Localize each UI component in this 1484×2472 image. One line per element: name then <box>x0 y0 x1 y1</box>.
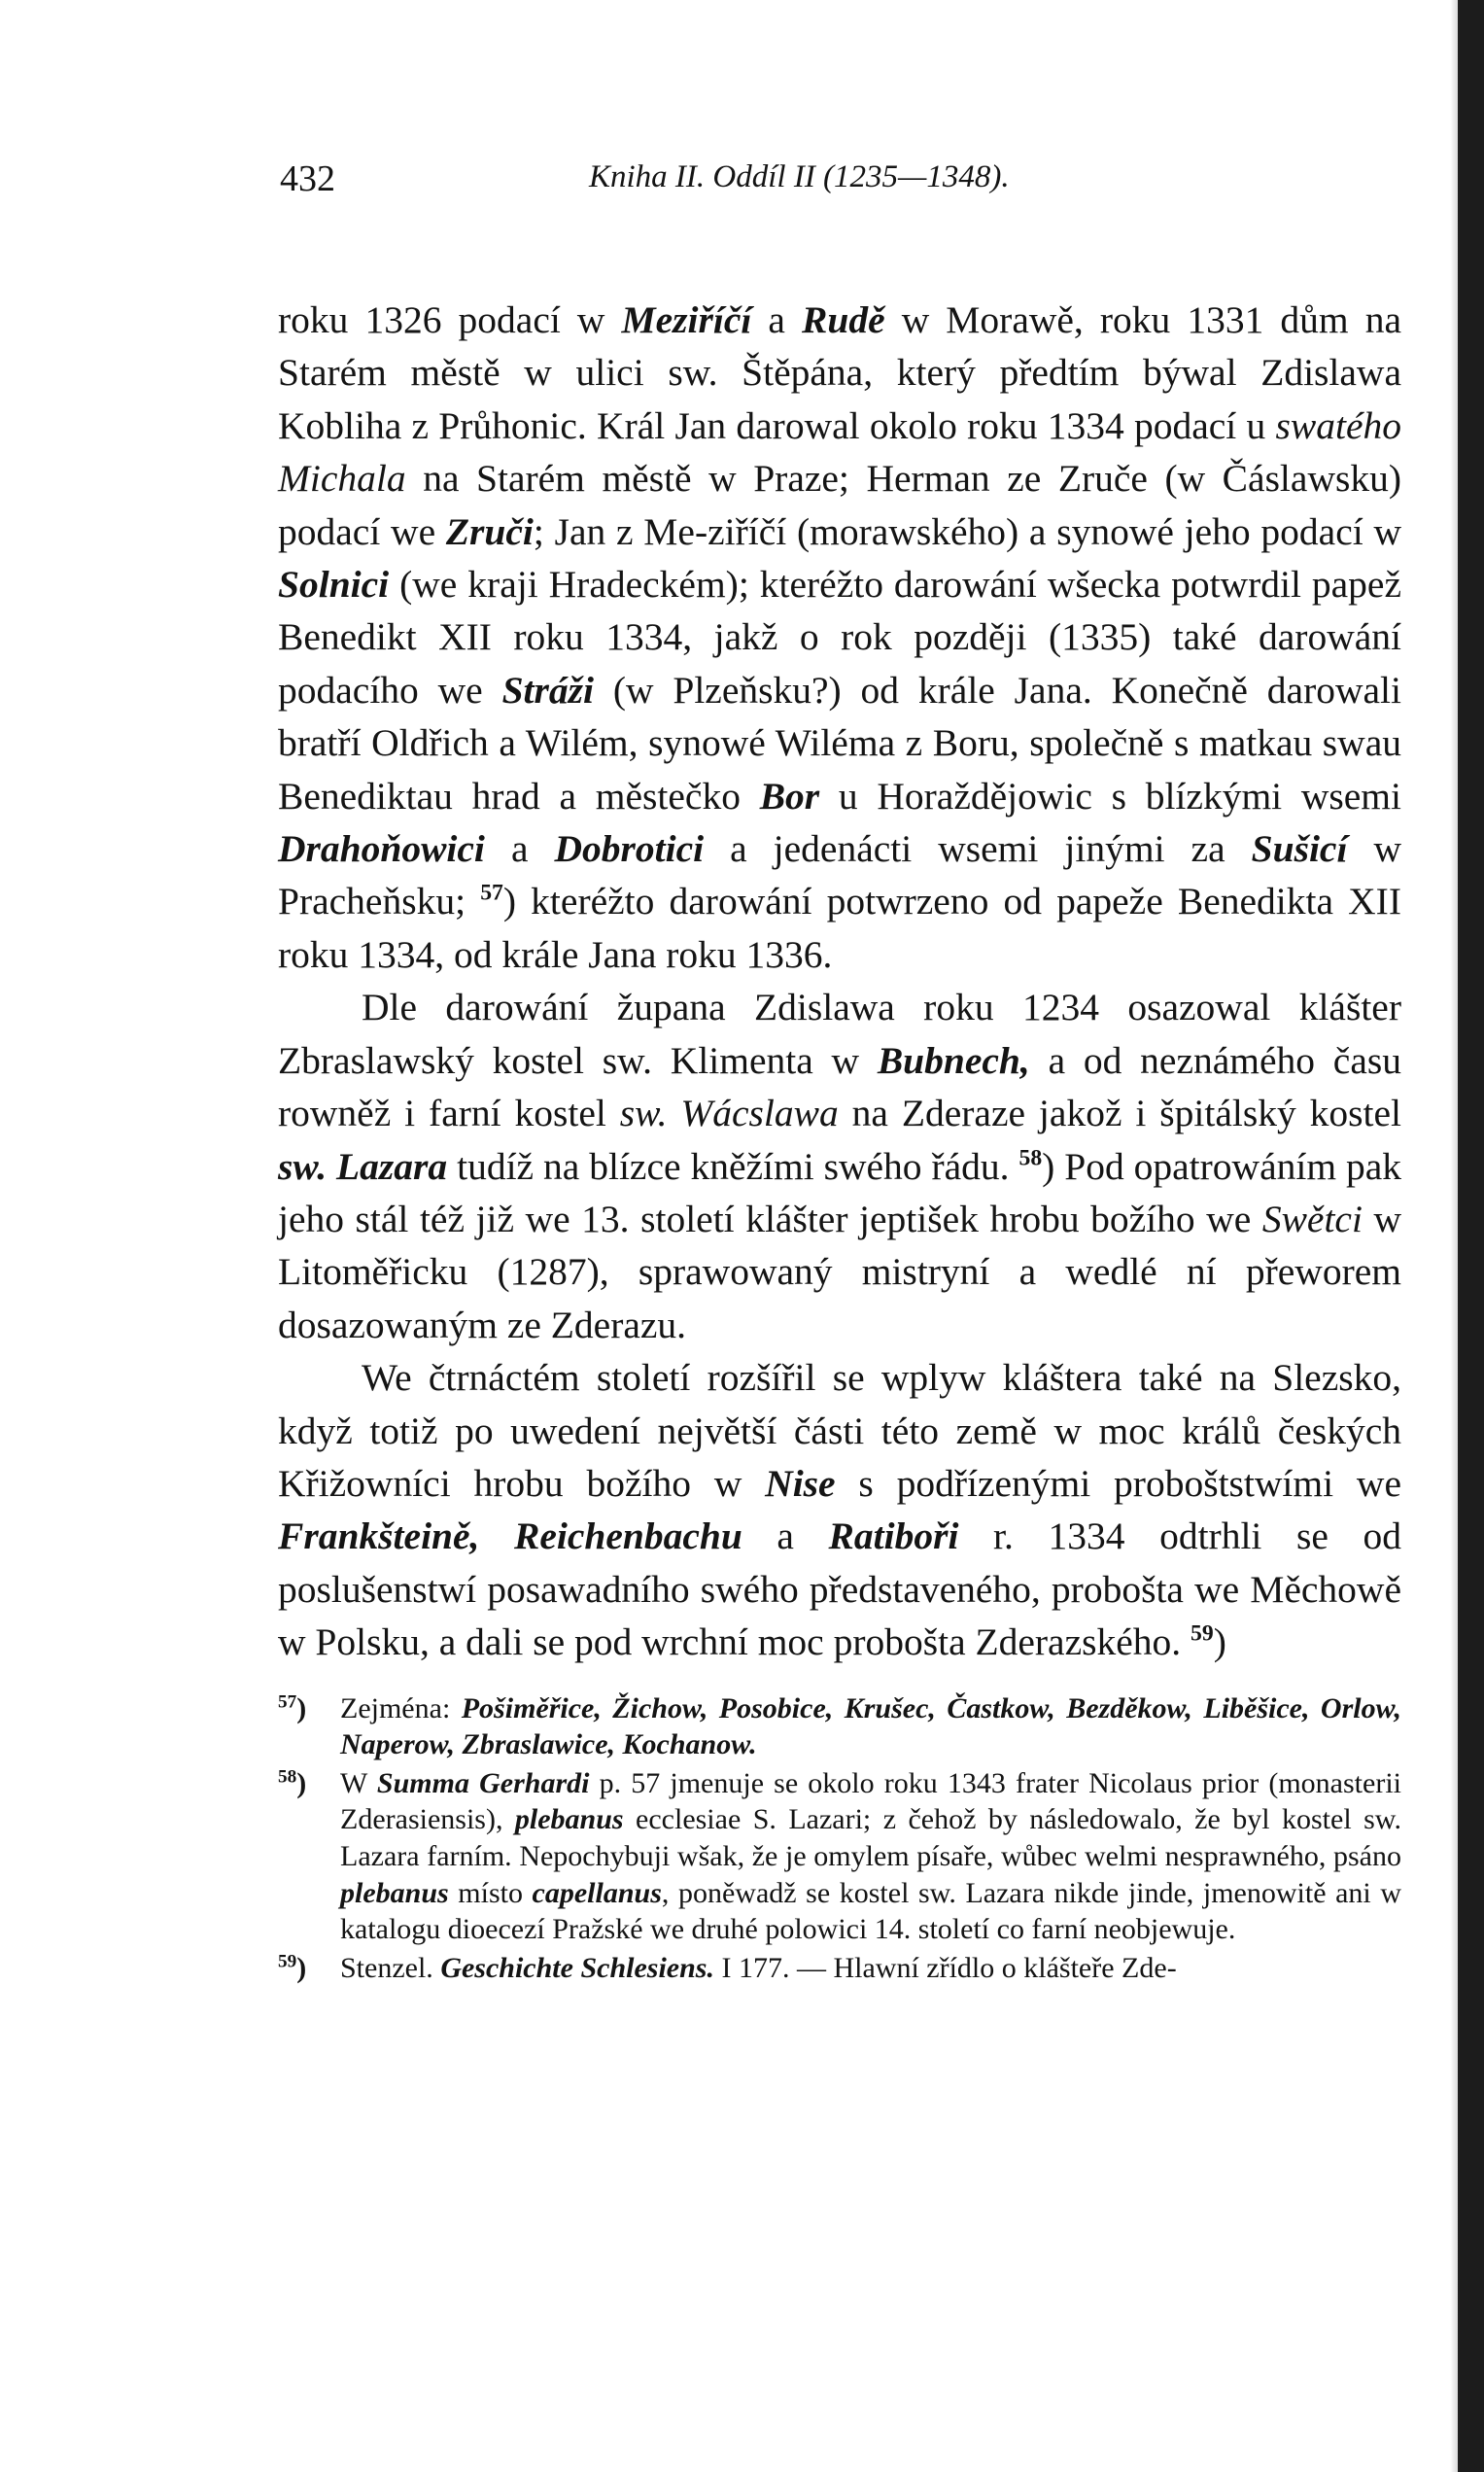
term: plebanus <box>514 1803 624 1836</box>
text: W <box>340 1766 377 1799</box>
text: Zejména: <box>340 1691 462 1724</box>
text: místo <box>448 1876 533 1909</box>
text: ecclesiae S. Lazari; z čehož by následowalo, že byl kostel sw. Lazara farním. Nepochybuji wšak, že je omylem písaře, wůbec welmi nesprawného, psáno <box>340 1803 1401 1872</box>
place-name: Solnici <box>278 563 390 607</box>
page-header <box>278 146 1401 216</box>
place-name: Zruči <box>445 509 534 553</box>
text: , poněwadž se kostel sw. Lazara nikde jinde, jmenowitě ani w katalogu dioecezí Pražské we druhé polowici 14. století co farní neobjewuje. <box>340 1876 1401 1946</box>
source-title: Geschichte Schlesiens. <box>440 1951 714 1984</box>
page-number: 432 <box>280 158 335 199</box>
place-name: Nise <box>765 1461 836 1505</box>
term: capellanus <box>532 1876 662 1909</box>
place-name: Dobrotici <box>554 827 705 871</box>
book-page <box>278 146 1401 1988</box>
text: We čtrnáctém století rozšířil se wplyw kláštera také na Slezsko, když totiž po uwedení největší části této země w moc králů českých Křižowníci hrobu božího w <box>278 1356 1401 1505</box>
footnote-ref-57[interactable]: 57 <box>480 880 503 906</box>
footnote-mark: $^{57}$) <box>278 1691 307 1724</box>
footnote-59 <box>278 1950 1401 1987</box>
text: a <box>484 827 555 871</box>
footnote-58 <box>278 1765 1401 1948</box>
text: u Horaždějowic s blízkými wsemi <box>819 774 1401 818</box>
place-name: Rudě <box>802 298 885 341</box>
text: r. 1334 odtrhli se od poslušenstwí posawadního swého představeného, probošta we Měchowě w Polsku, a dali se pod wrchní moc probošta Zderazského. <box>278 1515 1401 1664</box>
text: na Starém městě w Praze; Herman ze Zruče (w Čáslawsku) podací we <box>278 457 1401 553</box>
text: ) kteréžto darowání potwrzeno od papeže Benedikta XII roku 1334, od krále Jana roku 1336. <box>278 880 1401 976</box>
text: I 177. — Hlawní zřídlo o klášteře Zde- <box>713 1951 1177 1984</box>
text: w Pracheňsku; <box>278 827 1401 923</box>
text: na Zderaze jakož i špitálský kostel <box>838 1092 1401 1135</box>
footnote-ref-59[interactable]: 59 <box>1191 1620 1214 1647</box>
footnote-mark: $^{59}$) <box>278 1951 307 1984</box>
place-name: Stráži <box>501 668 594 712</box>
text: tudíž na blízce kněžími swého řádu. <box>447 1144 1019 1188</box>
text: w Morawě, roku 1331 dům na Starém městě w ulici sw. Štěpána, který předtím býwal Zdislawa Kobliha z Průhonic. Král Jan darowal okolo roku 1334 podací u <box>278 298 1401 447</box>
footnote-mark: $^{58}$) <box>278 1766 307 1799</box>
text: ; Jan z Me-ziříčí (morawského) a synowé jeho podací w <box>533 509 1401 553</box>
place-name: sw. Wácslawa <box>619 1092 839 1135</box>
text: ) <box>1213 1620 1226 1664</box>
place-name: Bor <box>759 774 820 818</box>
text: w Litoměřicku (1287), sprawowaný mistryní a wedlé ní přeworem dosazowaným ze Zderazu. <box>278 1197 1401 1346</box>
text: a jedenácti wsemi jinými za <box>704 827 1252 871</box>
place-name: sw. Lazara <box>278 1144 448 1188</box>
running-head: Kniha II. Oddíl II (1235—1348). <box>589 159 1010 194</box>
footnote-57 <box>278 1690 1401 1763</box>
place-list: Pošiměřice, Žichow, Posobice, Krušec, Častkow, Bezděkow, Liběšice, Orlow, Naperow, Zbraslawice, Kochanow. <box>340 1691 1402 1761</box>
place-name: Drahoňowici <box>278 827 485 871</box>
footnotes <box>278 1690 1401 1987</box>
place-name: swatého Michala <box>278 403 1401 501</box>
footnote-number: 59 <box>278 1951 297 1972</box>
text: Stenzel. <box>340 1951 441 1984</box>
scan-border <box>1458 0 1484 2472</box>
place-name: Ratiboři <box>828 1515 959 1558</box>
place-name: Meziříčí <box>621 298 752 341</box>
main-text <box>278 294 1401 1669</box>
text: (we kraji Hradeckém); kteréžto darowání wšecka potwrdil papež Benedikt XII roku 1334, jakž o rok později (1335) také darowání podacího we <box>278 563 1401 712</box>
text: a <box>751 298 803 341</box>
place-name: Bubnech, <box>877 1038 1030 1082</box>
source-title: Summa Gerhardi <box>376 1766 590 1799</box>
footnote-ref-58[interactable]: 58 <box>1018 1144 1043 1170</box>
place-name: Frankšteině, Reichenbachu <box>278 1515 742 1558</box>
text: Dle darowání župana Zdislawa roku 1234 osazowal klášter Zbraslawský kostel sw. Klimenta w <box>278 986 1401 1082</box>
text: a <box>742 1515 829 1558</box>
text: ) Pod opatrowáním pak jeho stál též již we 13. století klášter jeptišek hrobu božího we <box>278 1144 1402 1240</box>
paragraph-1 <box>278 294 1401 981</box>
text: a od neznámého času rowněž i farní kostel <box>278 1038 1401 1135</box>
place-name: Sušicí <box>1251 827 1348 871</box>
text: s podřízenými proboštstwími we <box>835 1461 1401 1505</box>
paragraph-3 <box>278 1351 1401 1668</box>
footnote-number: 57 <box>278 1691 297 1713</box>
place-name: Swětci <box>1261 1197 1363 1240</box>
text: p. 57 jmenuje se okolo roku 1343 frater Nicolaus prior (monasterii Zderasiensis), <box>340 1766 1401 1836</box>
footnote-number: 58 <box>278 1766 297 1788</box>
text: roku 1326 podací w <box>278 298 622 341</box>
scan-shadow <box>1450 0 1458 2472</box>
text: (w Plzeňsku?) od krále Jana. Konečně darowali bratří Oldřich a Wilém, synowé Wiléma z Boru, společně s matkau swau Benediktau hrad a městečko <box>278 668 1401 818</box>
paragraph-2 <box>278 981 1401 1351</box>
term: plebanus <box>340 1876 449 1909</box>
